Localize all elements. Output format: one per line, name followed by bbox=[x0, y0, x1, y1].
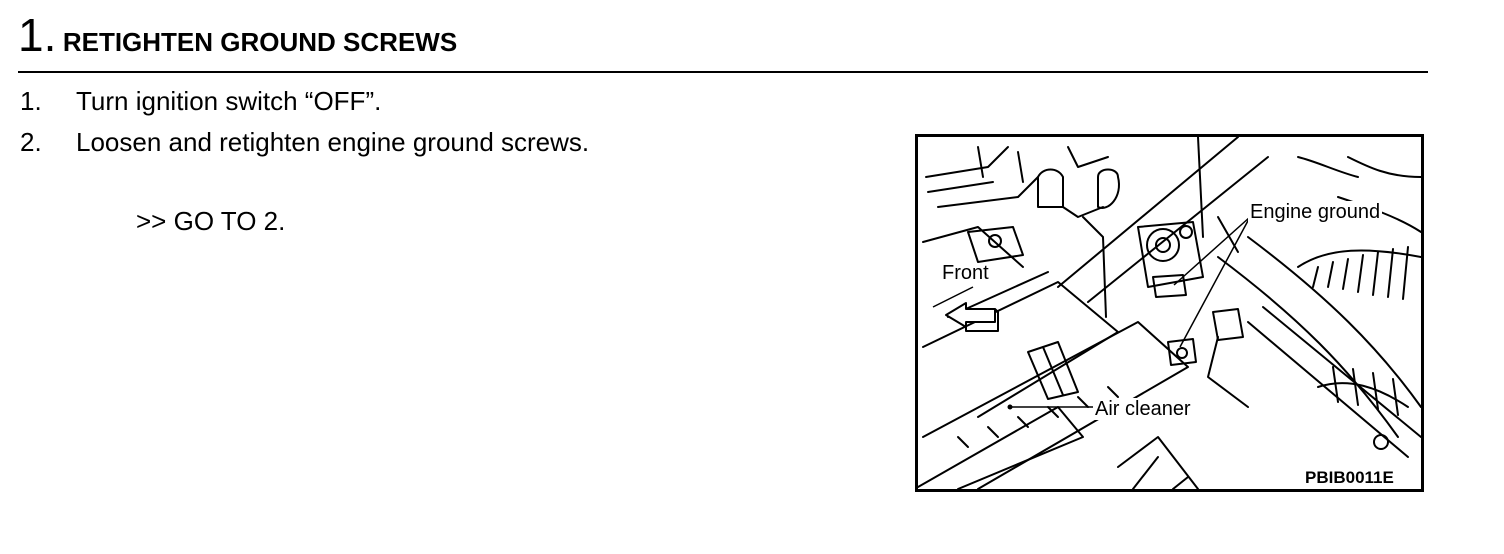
step-1-number: 1. bbox=[20, 86, 42, 116]
front-label: Front bbox=[942, 262, 989, 284]
step-2-number: 2. bbox=[20, 127, 42, 157]
engine-ground-figure bbox=[915, 134, 1424, 492]
step-1 bbox=[20, 86, 381, 117]
heading-rule bbox=[18, 71, 1428, 73]
section-heading bbox=[18, 8, 457, 62]
step-1-text: Turn ignition switch “OFF”. bbox=[76, 86, 382, 116]
step-2-text: Loosen and retighten engine ground screws. bbox=[76, 127, 590, 157]
air-cleaner-label: Air cleaner bbox=[1095, 398, 1191, 420]
step-2 bbox=[20, 127, 589, 158]
figure-code: PBIB0011E bbox=[1305, 468, 1394, 487]
engine-line-drawing bbox=[918, 137, 1421, 489]
section-number: 1. bbox=[18, 9, 57, 61]
engine-ground-label: Engine ground bbox=[1250, 201, 1381, 223]
section-title: RETIGHTEN GROUND SCREWS bbox=[62, 27, 458, 57]
goto-instruction: >> GO TO 2. bbox=[136, 206, 286, 236]
